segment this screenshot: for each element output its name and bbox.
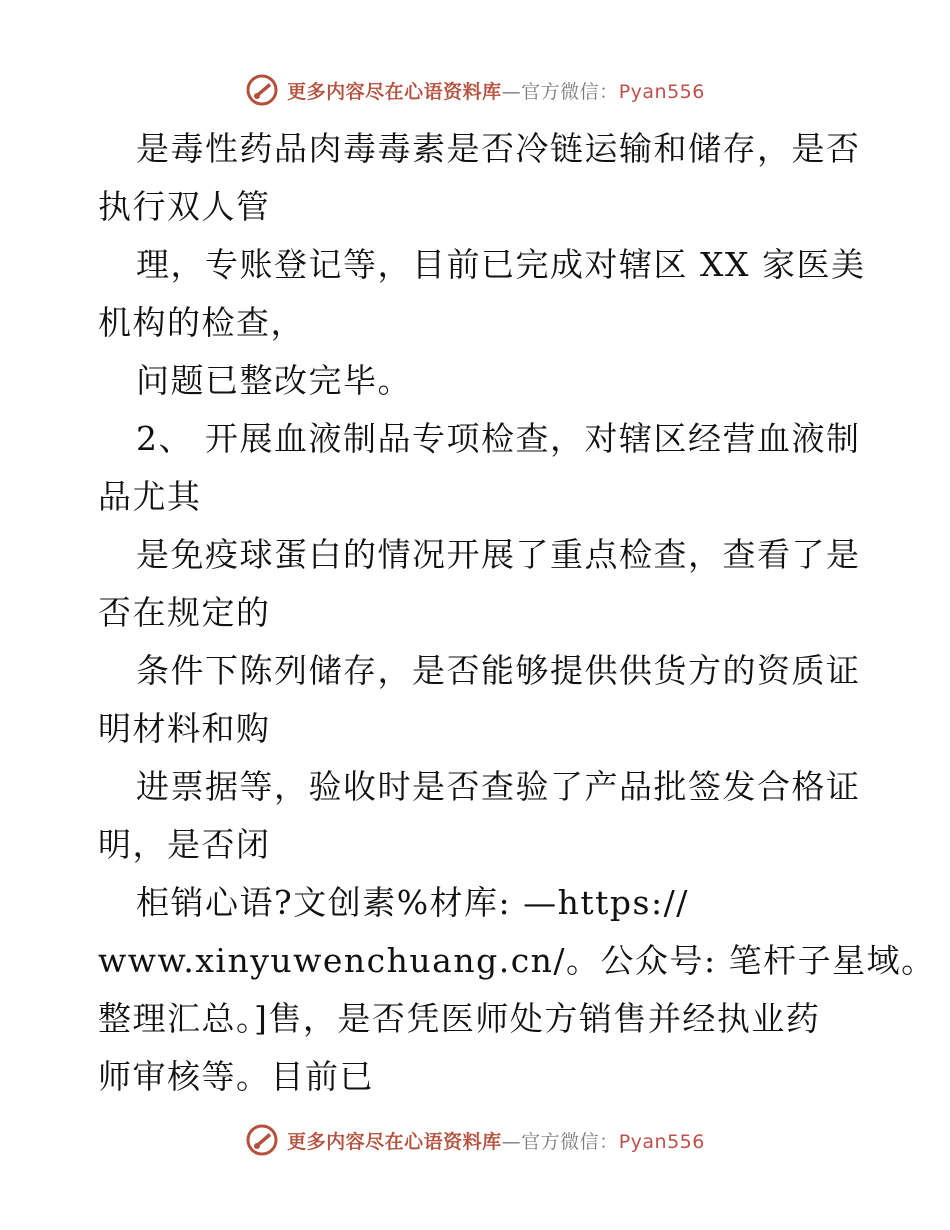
watermark-wechat-id: Pyan556 (618, 1130, 705, 1153)
body-line: 整理汇总。]售，是否凭医师处方销售并经执业药 (98, 999, 821, 1038)
body-line: 2、 开展血液制品专项检查，对辖区经营血液制 (136, 419, 861, 458)
body-line: 品尤其 (98, 477, 202, 516)
watermark-main: 更多内容尽在心语资料库 (287, 80, 502, 103)
body-line: 是毒性药品肉毒毒素是否冷链运输和储存，是否 (136, 129, 861, 168)
watermark-dash: — (501, 1130, 522, 1153)
body-line: 柜销心语?文创素%材库: —https:// (136, 883, 689, 922)
document-body (98, 120, 936, 1106)
body-line: 明，是否闭 (98, 825, 271, 864)
footer-watermark (0, 1118, 950, 1162)
body-line: 是免疫球蛋白的情况开展了重点检查，查看了是 (136, 535, 861, 574)
body-line: 机构的检查， (98, 303, 305, 342)
body-line: 执行双人管 (98, 187, 271, 226)
watermark-text (287, 1127, 705, 1154)
watermark-text (287, 77, 705, 104)
header-watermark (0, 68, 950, 112)
body-line: 理，专账登记等，目前已完成对辖区 XX 家医美 (136, 245, 866, 284)
brand-logo-icon (245, 1123, 279, 1157)
body-line: www.xinyuwenchuang.cn/。公众号: 笔杆子星域。 (98, 941, 936, 980)
body-line: 师审核等。目前已 (98, 1057, 374, 1096)
watermark-main: 更多内容尽在心语资料库 (287, 1130, 502, 1153)
body-line: 条件下陈列储存，是否能够提供供货方的资质证 (136, 651, 861, 690)
watermark-wechat-label: 官方微信： (521, 1130, 619, 1153)
body-line: 明材料和购 (98, 709, 271, 748)
body-line: 进票据等，验收时是否查验了产品批签发合格证 (136, 767, 861, 806)
brand-logo-icon (245, 73, 279, 107)
body-line: 问题已整改完毕。 (136, 361, 412, 400)
watermark-wechat-id: Pyan556 (618, 80, 705, 103)
watermark-wechat-label: 官方微信： (521, 80, 619, 103)
body-line: 否在规定的 (98, 593, 271, 632)
watermark-dash: — (501, 80, 522, 103)
